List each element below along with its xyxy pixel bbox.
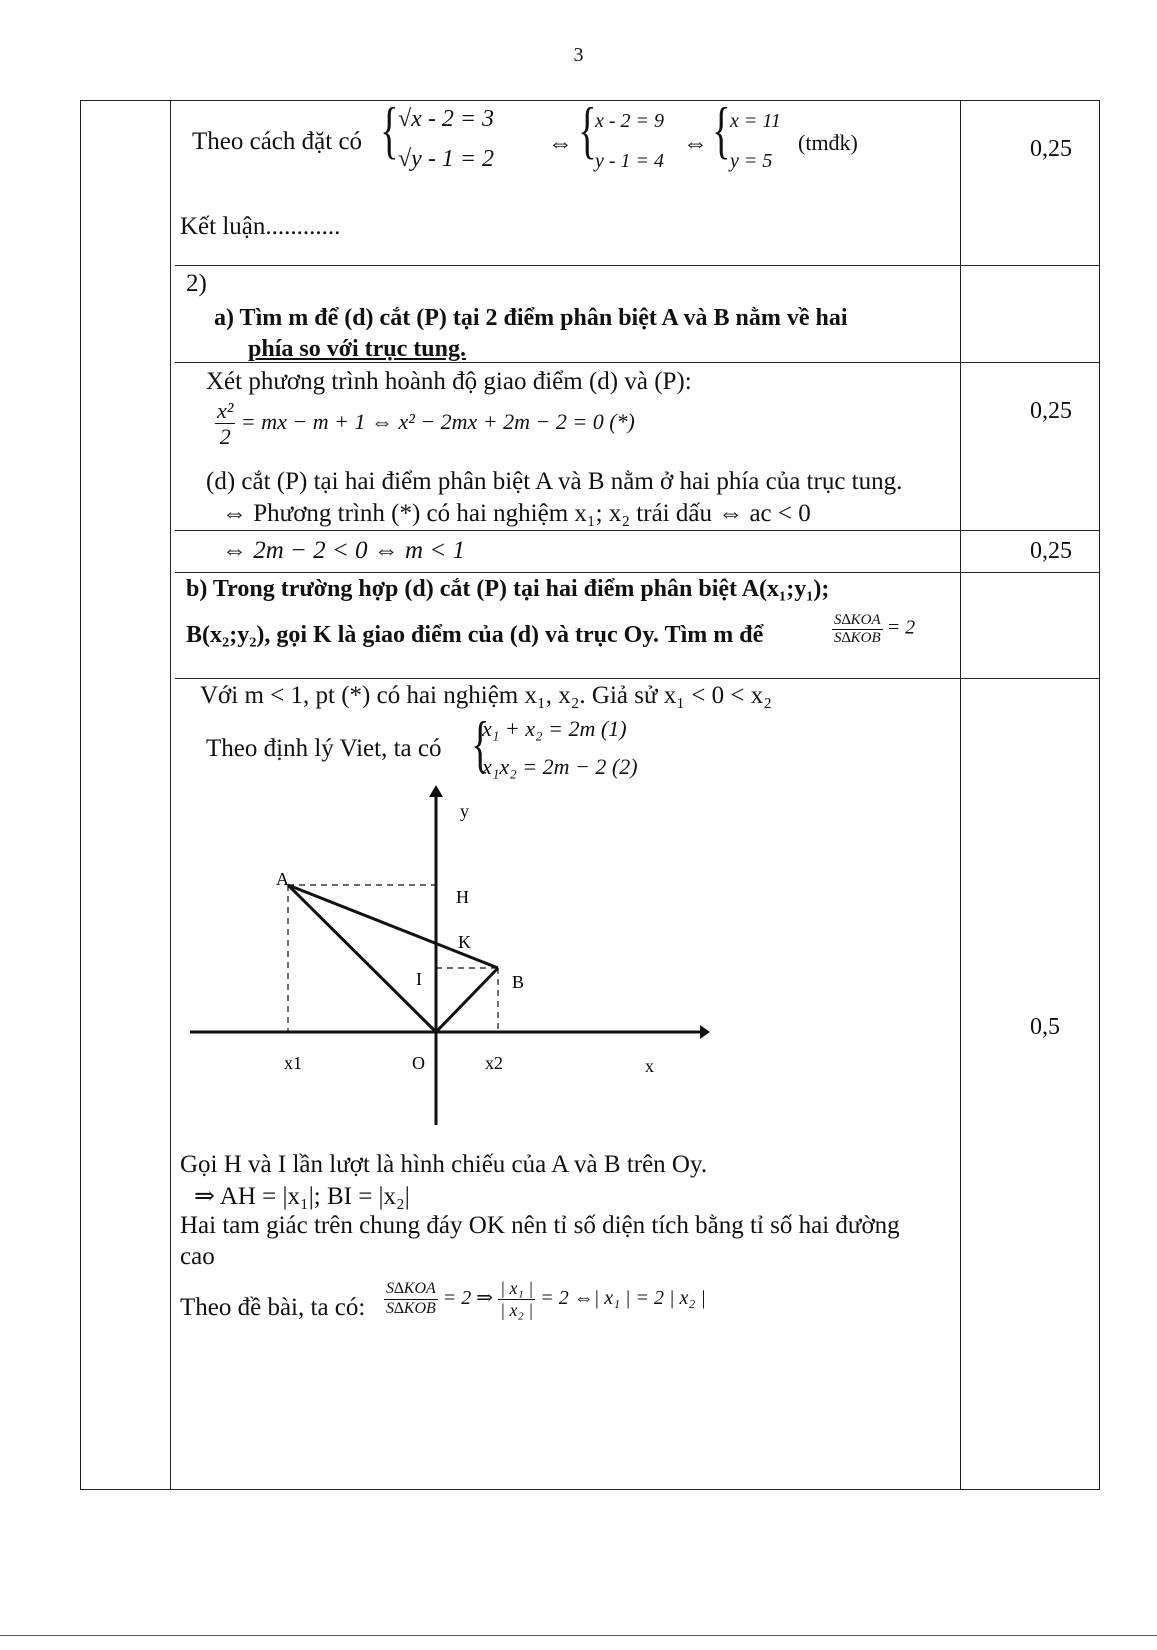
label-O: O bbox=[412, 1053, 425, 1073]
label-B: B bbox=[512, 972, 525, 992]
viet-eq2: x₁x₂ = 2m − 2 (2) bbox=[482, 754, 638, 779]
frac-equals: = 2 bbox=[886, 616, 916, 639]
text-line: cao bbox=[180, 1243, 215, 1270]
row-divider bbox=[175, 530, 1100, 531]
system2-eq2: y - 1 = 4 bbox=[595, 150, 665, 172]
heading-b-cont: B(x₂;y₂), gọi K là giao điểm của (d) và trục Oy. Tìm m để bbox=[186, 622, 764, 648]
text-line: (d) cắt (P) tại hai điểm phân biệt A và B nằm ở hai phía của trục tung. bbox=[206, 468, 903, 495]
ratio-fraction bbox=[832, 612, 915, 648]
section-label: 2) bbox=[186, 270, 207, 297]
text-line: Xét phương trình hoành độ giao điểm (d) và (P): bbox=[206, 368, 692, 395]
system2-eq1: x - 2 = 9 bbox=[595, 110, 665, 132]
label-x2: x2 bbox=[485, 1053, 503, 1073]
text-line: ⇔ Phương trình (*) có hai nghiệm x₁; x₂ trái dấu ⇔ ac < 0 bbox=[222, 500, 811, 527]
eq-numerator: x² bbox=[217, 398, 234, 423]
row-divider bbox=[175, 678, 1100, 679]
column-divider-right bbox=[960, 100, 961, 1490]
final-frac2-den: | x₂ | bbox=[500, 1299, 534, 1320]
label-I: I bbox=[416, 969, 422, 989]
viet-eq1: x₁ + x₂ = 2m (1) bbox=[482, 716, 627, 741]
brace: { bbox=[712, 94, 731, 165]
row-divider bbox=[175, 265, 1100, 266]
score: 0,25 bbox=[1030, 136, 1072, 162]
column-divider-left bbox=[170, 100, 171, 1490]
line-BO bbox=[436, 968, 498, 1032]
final-equation bbox=[384, 1278, 706, 1320]
text-line: ⇒ AH = |x₁|; BI = |x₂| bbox=[194, 1183, 410, 1210]
label-y: y bbox=[460, 801, 469, 821]
y-axis-arrow bbox=[429, 785, 443, 797]
score: 0,25 bbox=[1030, 398, 1072, 424]
score: 0,25 bbox=[1030, 538, 1072, 564]
final-end: = 2 ⇔| x₁ | = 2 | x₂ | bbox=[540, 1286, 706, 1309]
brace: { bbox=[578, 94, 597, 165]
conclusion: Kết luận............ bbox=[180, 213, 341, 240]
system1-eq1: √x - 2 = 3 bbox=[398, 106, 495, 132]
eq-denominator: 2 bbox=[219, 424, 231, 450]
frac-numerator: S∆KOA bbox=[832, 612, 883, 630]
x-axis-arrow bbox=[700, 1025, 710, 1039]
heading-b: b) Trong trường hợp (d) cắt (P) tại hai điểm phân biệt A(x₁;y₁); bbox=[186, 576, 830, 602]
heading-a-cont: phía so với trục tung. bbox=[248, 336, 466, 362]
label-K: K bbox=[458, 932, 471, 952]
label-x: x bbox=[645, 1056, 654, 1076]
iff-symbol: ⇔ bbox=[548, 130, 573, 157]
score: 0,5 bbox=[1030, 1014, 1060, 1040]
final-lead: Theo đề bài, ta có: bbox=[180, 1294, 366, 1321]
coordinate-graph bbox=[180, 785, 740, 1135]
text-line: Hai tam giác trên chung đáy OK nên tỉ số diện tích bằng tỉ số hai đường bbox=[180, 1212, 900, 1239]
final-frac1-den: S∆KOB bbox=[386, 1299, 436, 1317]
final-frac1-num: S∆KOA bbox=[384, 1280, 438, 1299]
brace: { bbox=[380, 94, 399, 165]
final-frac2-num: | x₁ | bbox=[500, 1278, 534, 1298]
row-divider bbox=[175, 572, 1100, 573]
row1-lead: Theo cách đặt có bbox=[192, 128, 363, 155]
page-number: 3 bbox=[573, 44, 584, 66]
iff-symbol: ⇔ bbox=[683, 130, 708, 157]
frac-denominator: S∆KOB bbox=[834, 630, 881, 647]
brace: { bbox=[471, 708, 490, 779]
inequality: ⇔ 2m − 2 < 0 ⇔ m < 1 bbox=[222, 537, 465, 564]
eq-rest: = mx − m + 1 ⇔ x² − 2mx + 2m − 2 = 0 (*) bbox=[240, 408, 635, 434]
system3-eq1: x = 11 bbox=[730, 110, 781, 132]
equation bbox=[215, 398, 635, 450]
system1-eq2: √y - 1 = 2 bbox=[398, 146, 495, 172]
line-AO bbox=[288, 885, 436, 1032]
footer-rule bbox=[0, 1635, 1157, 1636]
heading-a: a) Tìm m để (d) cắt (P) tại 2 điểm phân biệt A và B nằm về hai bbox=[214, 305, 848, 331]
text-line: Với m < 1, pt (*) có hai nghiệm x₁, x₂. Giả sử x₁ < 0 < x₂ bbox=[200, 682, 772, 709]
label-x1: x1 bbox=[284, 1053, 302, 1073]
label-A: A bbox=[276, 869, 289, 889]
condition-note: (tmđk) bbox=[798, 130, 858, 155]
system3-eq2: y = 5 bbox=[730, 150, 773, 172]
viet-lead: Theo định lý Viet, ta có bbox=[206, 735, 442, 762]
text-line: Gọi H và I lần lượt là hình chiếu của A và B trên Oy. bbox=[180, 1151, 708, 1178]
final-mid: = 2 ⇒ bbox=[442, 1286, 494, 1309]
label-H: H bbox=[456, 887, 469, 907]
